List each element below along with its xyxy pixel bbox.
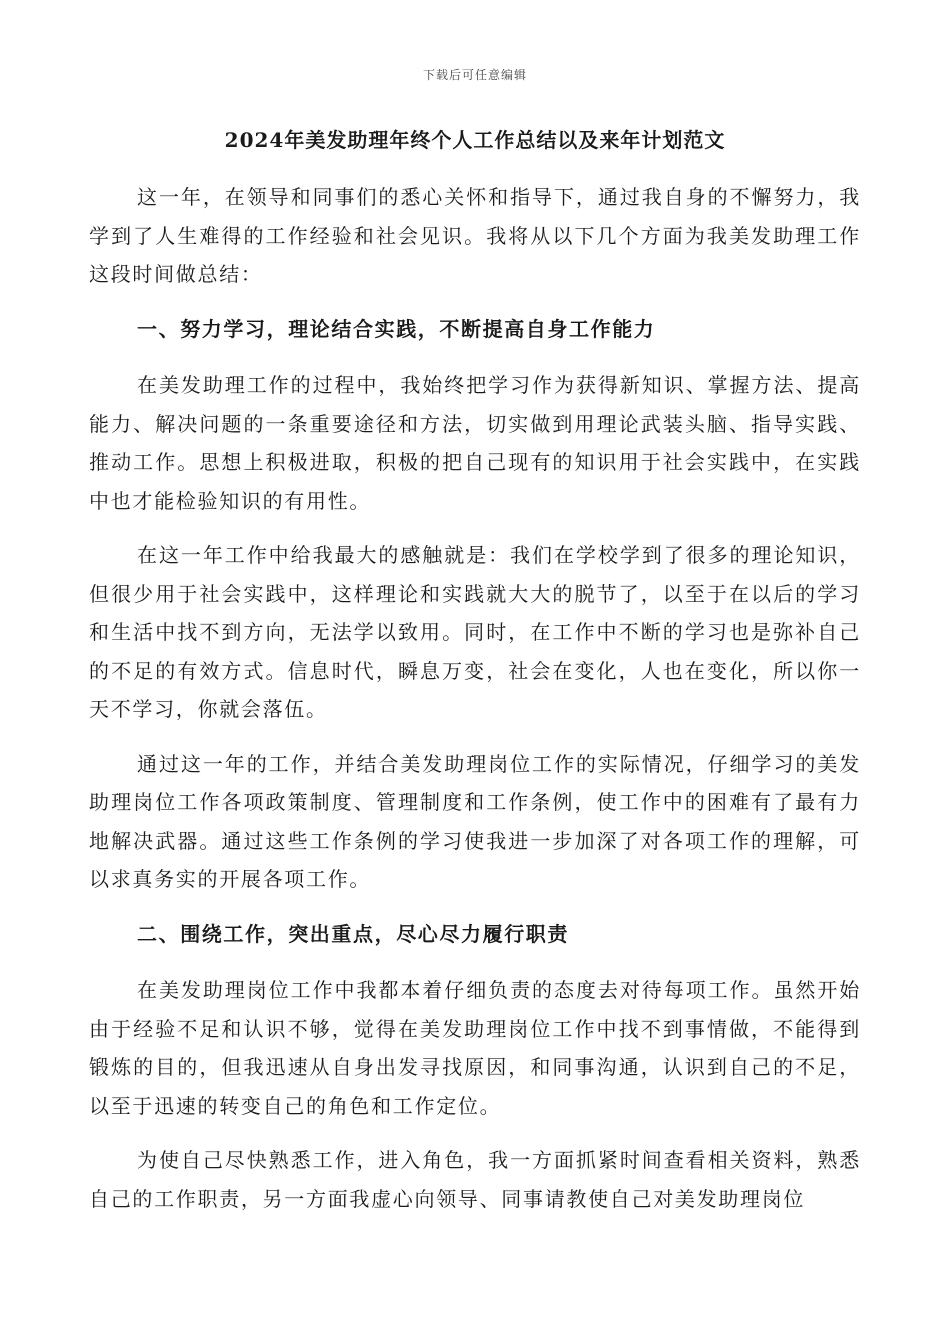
section-1-heading: 一、努力学习，理论结合实践，不断提高自身工作能力 <box>137 316 656 341</box>
section-2-paragraph-2: 为使自己尽快熟悉工作，进入角色，我一方面抓紧时间查看相关资料，熟悉自己的工作职责，另一方面我虚心向领导、同事请教使自己对美发助理岗位 <box>89 1148 861 1211</box>
intro-paragraph: 这一年，在领导和同事们的悉心关怀和指导下，通过我自身的不懈努力，我学到了人生难得的工作经验和社会见识。我将从以下几个方面为我美发助理工作这段时间做总结： <box>89 185 861 286</box>
document-title: 2024年美发助理年终个人工作总结以及来年计划范文 <box>224 128 726 152</box>
section-2-heading: 二、围绕工作，突出重点，尽心尽力履行职责 <box>137 921 569 946</box>
section-1-paragraph-3: 通过这一年的工作，并结合美发助理岗位工作的实际情况，仔细学习的美发助理岗位工作各项政策制度、管理制度和工作条例，使工作中的困难有了最有力地解决武器。通过这些工作条例的学习使我进一步加深了对各项工作的理解，可以求真务实的开展各项工作。 <box>89 751 861 891</box>
section-1-paragraph-1: 在美发助理工作的过程中，我始终把学习作为获得新知识、掌握方法、提高能力、解决问题的一条重要途径和方法，切实做到用理论武装头脑、指导实践、推动工作。思想上积极进取，积极的把自己现有的知识用于社会实践中，在实践中也才能检验知识的有用性。 <box>89 373 861 513</box>
document-body <box>89 178 861 1234</box>
section-2-paragraph-1: 在美发助理岗位工作中我都本着仔细负责的态度去对待每项工作。虽然开始由于经验不足和认识不够，觉得在美发助理岗位工作中找不到事情做，不能得到锻炼的目的，但我迅速从自身出发寻找原因，和同事沟通，认识到自己的不足，以至于迅速的转变自己的角色和工作定位。 <box>89 978 861 1118</box>
section-1-paragraph-2: 在这一年工作中给我最大的感触就是：我们在学校学到了很多的理论知识，但很少用于社会实践中，这样理论和实践就大大的脱节了，以至于在以后的学习和生活中找不到方向，无法学以致用。同时，在工作中不断的学习也是弥补自己的不足的有效方式。信息时代，瞬息万变，社会在变化，人也在变化，所以你一天不学习，你就会落伍。 <box>89 543 861 721</box>
header-note: 下载后可任意编辑 <box>422 68 527 82</box>
